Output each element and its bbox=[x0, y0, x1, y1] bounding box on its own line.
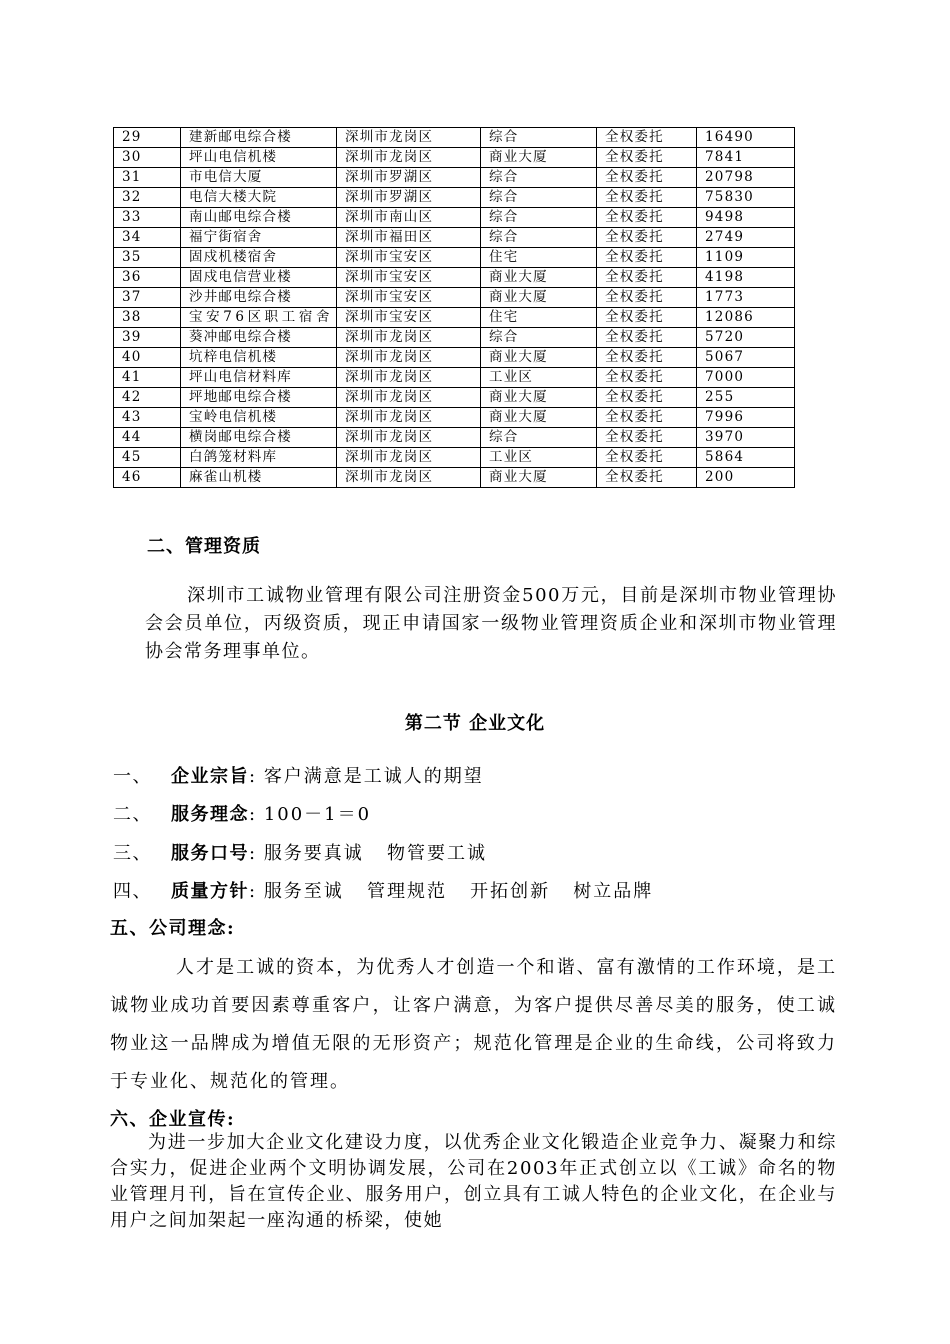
philosophy-paragraph: 人才是工诚的资本，为优秀人才创造一个和谐、富有激情的工作环境，是工诚物业成功首要因素尊重客户，让客户满意，为客户提供尽善尽美的服务，使工诚物业这一品牌成为增值无限的无形资产；规范化管理是企业的生命线，公司将致力于专业化、规范化的管理。 bbox=[110, 957, 837, 1092]
item-number: 三、 bbox=[113, 843, 152, 864]
cell-index: 44 bbox=[114, 428, 181, 448]
cell-area: 20798 bbox=[697, 168, 795, 188]
cell-district: 深圳市宝安区 bbox=[337, 268, 481, 288]
cell-type: 综合 bbox=[481, 128, 597, 148]
table-row bbox=[114, 448, 795, 468]
item-value: 服务要真诚 物管要工诚 bbox=[263, 843, 487, 864]
cell-district: 深圳市宝安区 bbox=[337, 288, 481, 308]
table-row bbox=[114, 388, 795, 408]
cell-index: 38 bbox=[114, 308, 181, 328]
cell-type: 住宅 bbox=[481, 248, 597, 268]
cell-type: 商业大厦 bbox=[481, 408, 597, 428]
cell-index: 35 bbox=[114, 248, 181, 268]
table-row bbox=[114, 168, 795, 188]
cell-property-name: 沙井邮电综合楼 bbox=[181, 288, 337, 308]
culture-item-slogan bbox=[113, 839, 487, 865]
cell-mode: 全权委托 bbox=[597, 288, 697, 308]
cell-property-name: 市电信大厦 bbox=[181, 168, 337, 188]
cell-index: 29 bbox=[114, 128, 181, 148]
table-row bbox=[114, 348, 795, 368]
cell-district: 深圳市罗湖区 bbox=[337, 188, 481, 208]
cell-property-name: 固戍机楼宿舍 bbox=[181, 248, 337, 268]
section-title: 第二节 企业文化 bbox=[404, 713, 546, 734]
cell-type: 商业大厦 bbox=[481, 468, 597, 488]
cell-property-name: 葵冲邮电综合楼 bbox=[181, 328, 337, 348]
cell-area: 7996 bbox=[697, 408, 795, 428]
cell-mode: 全权委托 bbox=[597, 348, 697, 368]
cell-type: 工业区 bbox=[481, 368, 597, 388]
item-colon: : bbox=[249, 881, 257, 902]
cell-mode: 全权委托 bbox=[597, 228, 697, 248]
table-row bbox=[114, 268, 795, 288]
cell-type: 商业大厦 bbox=[481, 288, 597, 308]
table-row bbox=[114, 468, 795, 488]
culture-item-purpose bbox=[113, 762, 484, 788]
cell-property-name: 建新邮电综合楼 bbox=[181, 128, 337, 148]
cell-index: 31 bbox=[114, 168, 181, 188]
cell-mode: 全权委托 bbox=[597, 188, 697, 208]
item-number: 四、 bbox=[113, 881, 152, 902]
cell-district: 深圳市龙岗区 bbox=[337, 448, 481, 468]
cell-type: 综合 bbox=[481, 168, 597, 188]
cell-mode: 全权委托 bbox=[597, 128, 697, 148]
culture-item-quality-policy bbox=[113, 877, 653, 903]
cell-type: 工业区 bbox=[481, 448, 597, 468]
cell-district: 深圳市龙岗区 bbox=[337, 468, 481, 488]
table-row bbox=[114, 428, 795, 448]
cell-type: 商业大厦 bbox=[481, 348, 597, 368]
item-label: 服务口号 bbox=[171, 843, 249, 864]
table-row bbox=[114, 188, 795, 208]
cell-index: 30 bbox=[114, 148, 181, 168]
cell-index: 36 bbox=[114, 268, 181, 288]
cell-district: 深圳市龙岗区 bbox=[337, 368, 481, 388]
cell-area: 12086 bbox=[697, 308, 795, 328]
table-row bbox=[114, 368, 795, 388]
cell-district: 深圳市南山区 bbox=[337, 208, 481, 228]
cell-index: 32 bbox=[114, 188, 181, 208]
cell-mode: 全权委托 bbox=[597, 148, 697, 168]
cell-area: 3970 bbox=[697, 428, 795, 448]
cell-property-name: 麻雀山机楼 bbox=[181, 468, 337, 488]
cell-mode: 全权委托 bbox=[597, 428, 697, 448]
philosophy-label: 五、公司理念: bbox=[110, 918, 236, 939]
table-row bbox=[114, 128, 795, 148]
philosophy-heading bbox=[110, 914, 235, 940]
management-paragraph: 深圳市工诚物业管理有限公司注册资金500万元，目前是深圳市物业管理协会会员单位，丙级资质，现正申请国家一级物业管理资质企业和深圳市物业管理协会常务理事单位。 bbox=[145, 585, 837, 662]
table-row bbox=[114, 288, 795, 308]
cell-area: 200 bbox=[697, 468, 795, 488]
cell-district: 深圳市龙岗区 bbox=[337, 348, 481, 368]
cell-area: 4198 bbox=[697, 268, 795, 288]
cell-mode: 全权委托 bbox=[597, 368, 697, 388]
item-number: 一、 bbox=[113, 766, 152, 787]
cell-index: 45 bbox=[114, 448, 181, 468]
cell-area: 9498 bbox=[697, 208, 795, 228]
cell-index: 40 bbox=[114, 348, 181, 368]
cell-property-name: 宝岭电信机楼 bbox=[181, 408, 337, 428]
cell-area: 1773 bbox=[697, 288, 795, 308]
cell-property-name: 坪地邮电综合楼 bbox=[181, 388, 337, 408]
cell-area: 2749 bbox=[697, 228, 795, 248]
cell-property-name: 坪山电信材料库 bbox=[181, 368, 337, 388]
cell-district: 深圳市罗湖区 bbox=[337, 168, 481, 188]
item-value: 服务至诚 管理规范 开拓创新 树立品牌 bbox=[263, 881, 654, 902]
cell-property-name: 电信大楼大院 bbox=[181, 188, 337, 208]
cell-index: 37 bbox=[114, 288, 181, 308]
cell-property-name: 白鸽笼材料库 bbox=[181, 448, 337, 468]
cell-index: 46 bbox=[114, 468, 181, 488]
cell-area: 16490 bbox=[697, 128, 795, 148]
item-value: 客户满意是工诚人的期望 bbox=[263, 766, 484, 787]
cell-area: 7841 bbox=[697, 148, 795, 168]
cell-area: 5720 bbox=[697, 328, 795, 348]
table-row bbox=[114, 208, 795, 228]
item-value: 100－1＝0 bbox=[263, 804, 372, 825]
cell-type: 商业大厦 bbox=[481, 268, 597, 288]
cell-property-name: 福宁街宿舍 bbox=[181, 228, 337, 248]
cell-mode: 全权委托 bbox=[597, 408, 697, 428]
cell-mode: 全权委托 bbox=[597, 208, 697, 228]
cell-mode: 全权委托 bbox=[597, 248, 697, 268]
cell-index: 42 bbox=[114, 388, 181, 408]
cell-index: 33 bbox=[114, 208, 181, 228]
item-label: 服务理念 bbox=[171, 804, 249, 825]
cell-area: 75830 bbox=[697, 188, 795, 208]
cell-property-name: 坪山电信机楼 bbox=[181, 148, 337, 168]
table-row bbox=[114, 148, 795, 168]
cell-district: 深圳市龙岗区 bbox=[337, 428, 481, 448]
cell-area: 1109 bbox=[697, 248, 795, 268]
cell-property-name: 横岗邮电综合楼 bbox=[181, 428, 337, 448]
promotion-label: 六、企业宣传: bbox=[110, 1109, 236, 1130]
property-table-body bbox=[114, 128, 795, 488]
cell-district: 深圳市龙岗区 bbox=[337, 148, 481, 168]
cell-property-name: 宝安76区职工宿舍 bbox=[181, 308, 337, 328]
cell-mode: 全权委托 bbox=[597, 328, 697, 348]
property-table bbox=[113, 127, 795, 488]
cell-district: 深圳市宝安区 bbox=[337, 248, 481, 268]
cell-mode: 全权委托 bbox=[597, 388, 697, 408]
cell-type: 商业大厦 bbox=[481, 148, 597, 168]
cell-type: 综合 bbox=[481, 188, 597, 208]
cell-type: 住宅 bbox=[481, 308, 597, 328]
cell-type: 商业大厦 bbox=[481, 388, 597, 408]
table-row bbox=[114, 408, 795, 428]
cell-area: 255 bbox=[697, 388, 795, 408]
cell-property-name: 坑梓电信机楼 bbox=[181, 348, 337, 368]
cell-type: 综合 bbox=[481, 428, 597, 448]
cell-mode: 全权委托 bbox=[597, 168, 697, 188]
management-heading: 二、管理资质 bbox=[147, 536, 261, 557]
table-row bbox=[114, 308, 795, 328]
item-label: 企业宗旨 bbox=[171, 766, 249, 787]
promotion-paragraph: 为进一步加大企业文化建设力度，以优秀企业文化锻造企业竞争力、凝聚力和综合实力，促进企业两个文明协调发展，公司在2003年正式创立以《工诚》命名的物业管理月刊，旨在宣传企业、服务用户，创立具有工诚人特色的企业文化，在企业与用户之间加架起一座沟通的桥梁，使她 bbox=[110, 1132, 837, 1231]
item-colon: : bbox=[249, 766, 257, 787]
cell-district: 深圳市龙岗区 bbox=[337, 388, 481, 408]
item-label: 质量方针 bbox=[171, 881, 249, 902]
cell-district: 深圳市龙岗区 bbox=[337, 128, 481, 148]
cell-district: 深圳市龙岗区 bbox=[337, 328, 481, 348]
cell-index: 43 bbox=[114, 408, 181, 428]
cell-type: 综合 bbox=[481, 228, 597, 248]
cell-mode: 全权委托 bbox=[597, 308, 697, 328]
cell-area: 5864 bbox=[697, 448, 795, 468]
table-row bbox=[114, 248, 795, 268]
cell-property-name: 固戍电信营业楼 bbox=[181, 268, 337, 288]
cell-index: 34 bbox=[114, 228, 181, 248]
cell-property-name: 南山邮电综合楼 bbox=[181, 208, 337, 228]
cell-district: 深圳市龙岗区 bbox=[337, 408, 481, 428]
cell-type: 综合 bbox=[481, 208, 597, 228]
table-row bbox=[114, 328, 795, 348]
cell-area: 5067 bbox=[697, 348, 795, 368]
cell-index: 41 bbox=[114, 368, 181, 388]
table-row bbox=[114, 228, 795, 248]
cell-district: 深圳市宝安区 bbox=[337, 308, 481, 328]
cell-type: 综合 bbox=[481, 328, 597, 348]
item-number: 二、 bbox=[113, 804, 152, 825]
cell-index: 39 bbox=[114, 328, 181, 348]
culture-item-service-concept bbox=[113, 800, 371, 826]
promotion-heading bbox=[110, 1105, 235, 1131]
cell-mode: 全权委托 bbox=[597, 468, 697, 488]
item-colon: : bbox=[249, 843, 257, 864]
cell-district: 深圳市福田区 bbox=[337, 228, 481, 248]
cell-mode: 全权委托 bbox=[597, 448, 697, 468]
cell-area: 7000 bbox=[697, 368, 795, 388]
cell-mode: 全权委托 bbox=[597, 268, 697, 288]
item-colon: : bbox=[249, 804, 257, 825]
